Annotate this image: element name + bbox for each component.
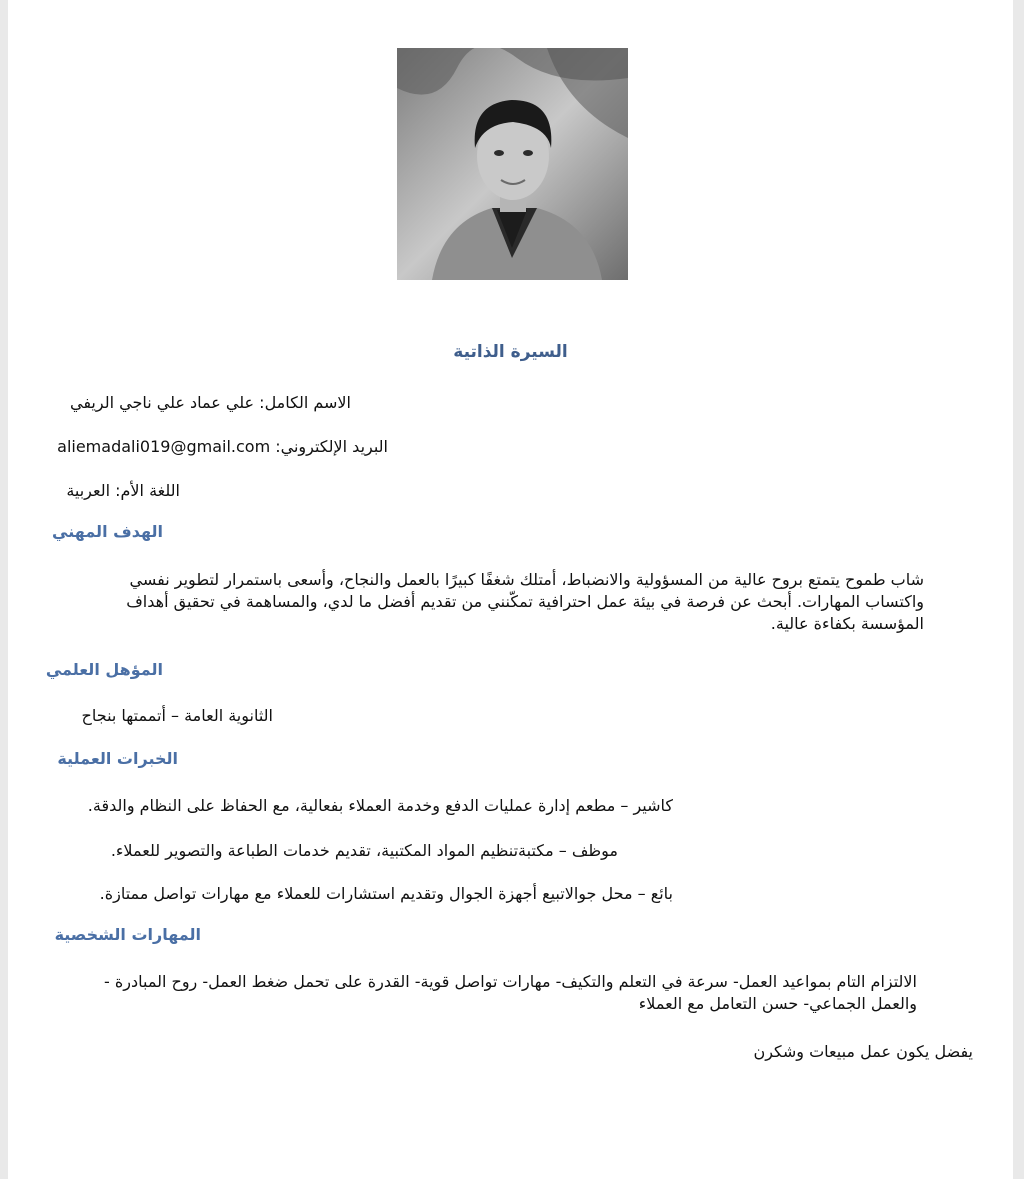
document-title: السيرة الذاتية xyxy=(453,342,568,362)
full-name-field: الاسم الكامل: علي عماد علي ناجي الريفي xyxy=(70,393,351,412)
experience-item: موظف – مكتبةتنظيم المواد المكتبية، تقديم خدمات الطباعة والتصوير للعملاء. xyxy=(110,841,618,860)
closing-note: يفضل يكون عمل مبيعات وشكرن xyxy=(753,1042,973,1061)
experience-item: كاشير – مطعم إدارة عمليات الدفع وخدمة العملاء بفعالية، مع الحفاظ على النظام والدقة. xyxy=(87,796,673,815)
document-page xyxy=(8,0,1013,1179)
education-heading: المؤهل العلمي xyxy=(45,660,163,679)
education-item: الثانوية العامة – أتممتها بنجاح xyxy=(81,706,273,725)
objective-paragraph xyxy=(126,569,924,635)
objective-heading: الهدف المهني xyxy=(52,522,163,541)
email-field: البريد الإلكتروني: aliemadali019@gmail.com xyxy=(57,437,388,456)
objective-line: المؤسسة بكفاءة عالية. xyxy=(770,614,924,633)
experience-item: بائع – محل جوالاتبيع أجهزة الجوال وتقديم استشارات للعملاء مع مهارات تواصل ممتازة. xyxy=(99,884,673,903)
skills-heading: المهارات الشخصية xyxy=(54,925,201,944)
objective-line: واكتساب المهارات. أبحث عن فرصة في بيئة عمل احترافية تمكّنني من تقديم أفضل ما لدي، والمساهمة في تحقيق أهداف xyxy=(126,592,924,611)
mother-tongue-field: اللغة الأم: العربية xyxy=(66,481,180,500)
skills-line: الالتزام التام بمواعيد العمل- سرعة في التعلم والتكيف- مهارات تواصل قوية- القدرة على تحمل ضغط العمل- روح المبادرة - xyxy=(104,972,917,991)
objective-line: شاب طموح يتمتع بروح عالية من المسؤولية والانضباط، أمتلك شغفًا كبيرًا بالعمل والنجاح، وأسعى باستمرار لتطوير نفسي xyxy=(129,570,924,589)
skills-paragraph xyxy=(104,971,917,1015)
profile-photo xyxy=(397,48,628,280)
experience-heading: الخبرات العملية xyxy=(57,749,178,768)
skills-line: والعمل الجماعي- حسن التعامل مع العملاء xyxy=(638,994,917,1013)
portrait-illustration xyxy=(397,48,628,280)
